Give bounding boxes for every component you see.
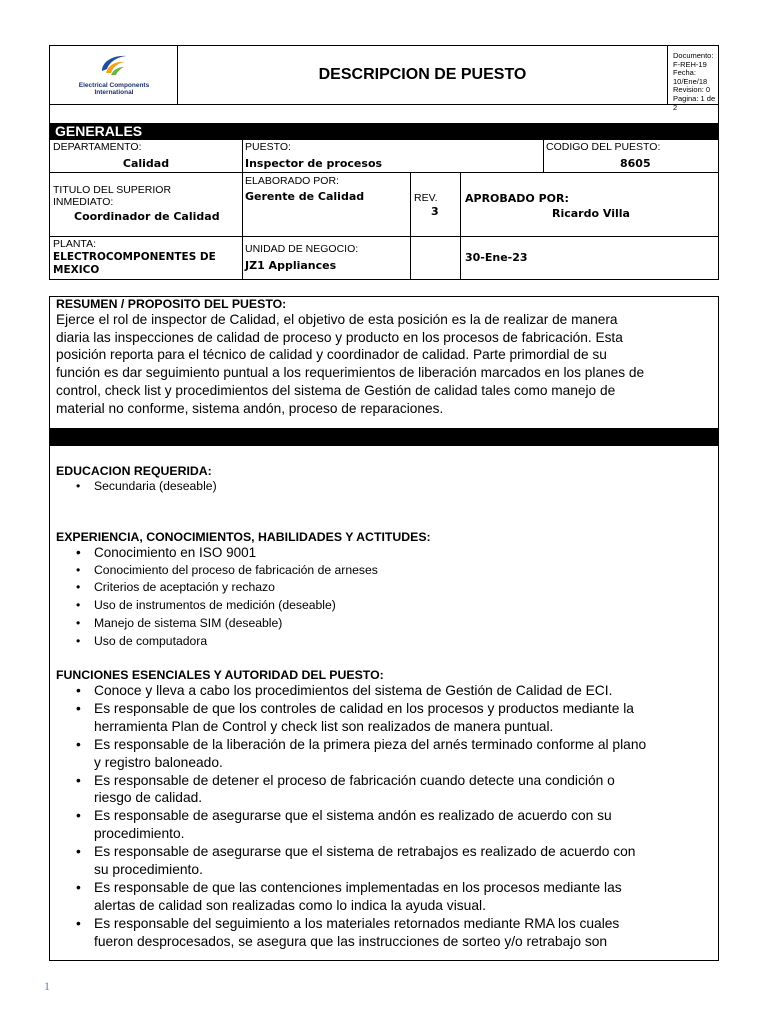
logo-text-line2: International bbox=[94, 89, 134, 96]
resumen-paragraph bbox=[56, 311, 716, 417]
resumen-line: diaria las inspecciones de calidad de proceso y producto en los procesos de fabricación. Esta bbox=[56, 329, 623, 345]
meta-pagina: Pagina: 1 de 2 bbox=[673, 93, 716, 112]
meta-fecha: Fecha: 10/Ene/18 bbox=[673, 68, 708, 86]
puesto-label: PUESTO: bbox=[245, 141, 291, 153]
list-item-line: • Conoce y lleva a cabo los procedimientos del sistema de Gestión de Calidad de ECI. bbox=[94, 683, 613, 698]
fecha-value: 30-Ene-23 bbox=[465, 251, 528, 264]
list-item: • Uso de computadora bbox=[50, 633, 716, 651]
resumen-line: control, check list y procedimientos del sistema de Gestión de calidad tales como manejo de bbox=[56, 382, 616, 398]
list-item-line: fueron desprocesados, se asegura que las instrucciones de sorteo y/o retrabajo son bbox=[94, 933, 608, 949]
document-title: DESCRIPCION DE PUESTO bbox=[178, 46, 668, 104]
list-item bbox=[50, 915, 718, 951]
unidad-value: JZ1 Appliances bbox=[245, 259, 337, 272]
aprobado-value: Ricardo Villa bbox=[552, 207, 630, 220]
resumen-line: posición reporta para el técnico de calidad y coordinador de calidad. Parte primordial de su bbox=[56, 347, 607, 363]
superior-value: Coordinador de Calidad bbox=[74, 210, 220, 223]
list-item bbox=[50, 843, 718, 879]
elaborado-value: Gerente de Calidad bbox=[245, 190, 365, 203]
meta-documento: Documento: F-REH-19 bbox=[673, 51, 714, 69]
list-item-line: alertas de calidad son realizadas como lo indica la ayuda visual. bbox=[94, 897, 486, 913]
divider bbox=[50, 172, 718, 173]
experiencia-list bbox=[50, 544, 716, 650]
document-meta bbox=[668, 52, 720, 112]
section-separator-bar bbox=[50, 428, 718, 446]
resumen-line: material no conforme, sistema andón, proceso de reparaciones. bbox=[56, 400, 444, 416]
experiencia-section bbox=[56, 530, 716, 650]
educacion-list bbox=[50, 478, 716, 496]
divider bbox=[460, 172, 461, 279]
list-item: • Conocimiento del proceso de fabricación de arneses bbox=[50, 562, 716, 580]
unidad-label: UNIDAD DE NEGOCIO: bbox=[245, 243, 359, 255]
rev-label: REV. bbox=[414, 192, 438, 204]
list-item: • Secundaria (deseable) bbox=[50, 478, 716, 496]
superior-label-1: TITULO DEL SUPERIOR bbox=[53, 184, 172, 196]
list-item bbox=[50, 879, 718, 915]
list-item-line: • Es responsable de asegurarse que el sistema de retrabajos es realizado de acuerdo con bbox=[94, 844, 636, 860]
list-item bbox=[50, 700, 718, 736]
departamento-value: Calidad bbox=[122, 157, 170, 170]
list-item-line: procedimiento. bbox=[94, 826, 185, 842]
resumen-line: Ejerce el rol de inspector de Calidad, el objetivo de esta posición es la de realizar de manera bbox=[56, 312, 618, 327]
list-item: • Manejo de sistema SIM (deseable) bbox=[50, 615, 716, 633]
puesto-value: Inspector de procesos bbox=[245, 157, 383, 170]
list-item-line: riesgo de calidad. bbox=[94, 790, 203, 806]
divider bbox=[410, 172, 411, 279]
planta-label: PLANTA: bbox=[53, 238, 96, 250]
list-item-line: • Es responsable de detener el proceso de fabricación cuando detecte una condición o bbox=[94, 772, 615, 788]
divider bbox=[50, 236, 718, 237]
generales-table bbox=[49, 123, 719, 280]
planta-value-1: ELECTROCOMPONENTES DE bbox=[53, 251, 216, 263]
list-item-line: y registro baloneado. bbox=[94, 754, 223, 770]
divider bbox=[242, 140, 243, 279]
divider bbox=[543, 140, 544, 172]
logo-text-line1: Electrical Components bbox=[78, 82, 150, 89]
list-item: • Conocimiento en ISO 9001 bbox=[50, 544, 716, 562]
list-item-line: • Es responsable de que los controles de calidad en los procesos y productos mediante la bbox=[94, 700, 634, 716]
elaborado-label: ELABORADO POR: bbox=[245, 175, 339, 187]
eci-logo-icon bbox=[98, 53, 128, 77]
document-header bbox=[49, 45, 719, 112]
list-item-line: • Es responsable del seguimiento a los materiales retornados mediante RMA los cuales bbox=[94, 915, 620, 931]
spacer-row bbox=[49, 105, 719, 123]
funciones-list bbox=[50, 682, 718, 951]
codigo-label: CODIGO DEL PUESTO: bbox=[546, 141, 661, 153]
funciones-title: FUNCIONES ESENCIALES Y AUTORIDAD DEL PUESTO: bbox=[56, 668, 384, 682]
generales-title: GENERALES bbox=[50, 123, 718, 140]
description-box bbox=[49, 296, 719, 961]
superior-label-2: INMEDIATO: bbox=[53, 196, 114, 208]
departamento-label: DEPARTAMENTO: bbox=[53, 141, 142, 153]
aprobado-label: APROBADO POR: bbox=[465, 192, 569, 205]
list-item-line: su procedimiento. bbox=[94, 862, 203, 878]
list-item bbox=[50, 682, 718, 700]
educacion-section bbox=[56, 464, 716, 496]
list-item-line: • Es responsable de que las contenciones implementadas en los procesos mediante las bbox=[94, 879, 622, 895]
resumen-title: RESUMEN / PROPOSITO DEL PUESTO: bbox=[56, 297, 287, 311]
resumen-line: función es dar seguimiento puntual a los requerimientos de liberación marcados en los planes de bbox=[56, 365, 645, 381]
list-item bbox=[50, 807, 718, 843]
page-number: 1 bbox=[44, 979, 50, 993]
meta-revision: Revision: 0 bbox=[673, 85, 711, 95]
list-item-line: • Es responsable de la liberación de la primera pieza del arnés terminado conforme al plano bbox=[94, 736, 647, 752]
resumen-section bbox=[56, 297, 716, 417]
experiencia-title: EXPERIENCIA, CONOCIMIENTOS, HABILIDADES Y ACTITUDES: bbox=[56, 530, 431, 544]
list-item bbox=[50, 736, 718, 772]
funciones-section bbox=[56, 668, 718, 951]
list-item: • Uso de instrumentos de medición (deseable) bbox=[50, 597, 716, 615]
planta-value-2: MEXICO bbox=[53, 264, 100, 276]
list-item-line: • Es responsable de asegurarse que el sistema andón es realizado de acuerdo con su bbox=[94, 808, 612, 824]
list-item-line: herramienta Plan de Control y check list son realizados de manera puntual. bbox=[94, 718, 554, 734]
rev-value: 3 bbox=[431, 205, 439, 218]
educacion-title: EDUCACION REQUERIDA: bbox=[56, 464, 212, 478]
codigo-value: 8605 bbox=[620, 157, 651, 170]
list-item: • Criterios de aceptación y rechazo bbox=[50, 579, 716, 597]
list-item bbox=[50, 772, 718, 808]
company-logo bbox=[50, 46, 178, 104]
